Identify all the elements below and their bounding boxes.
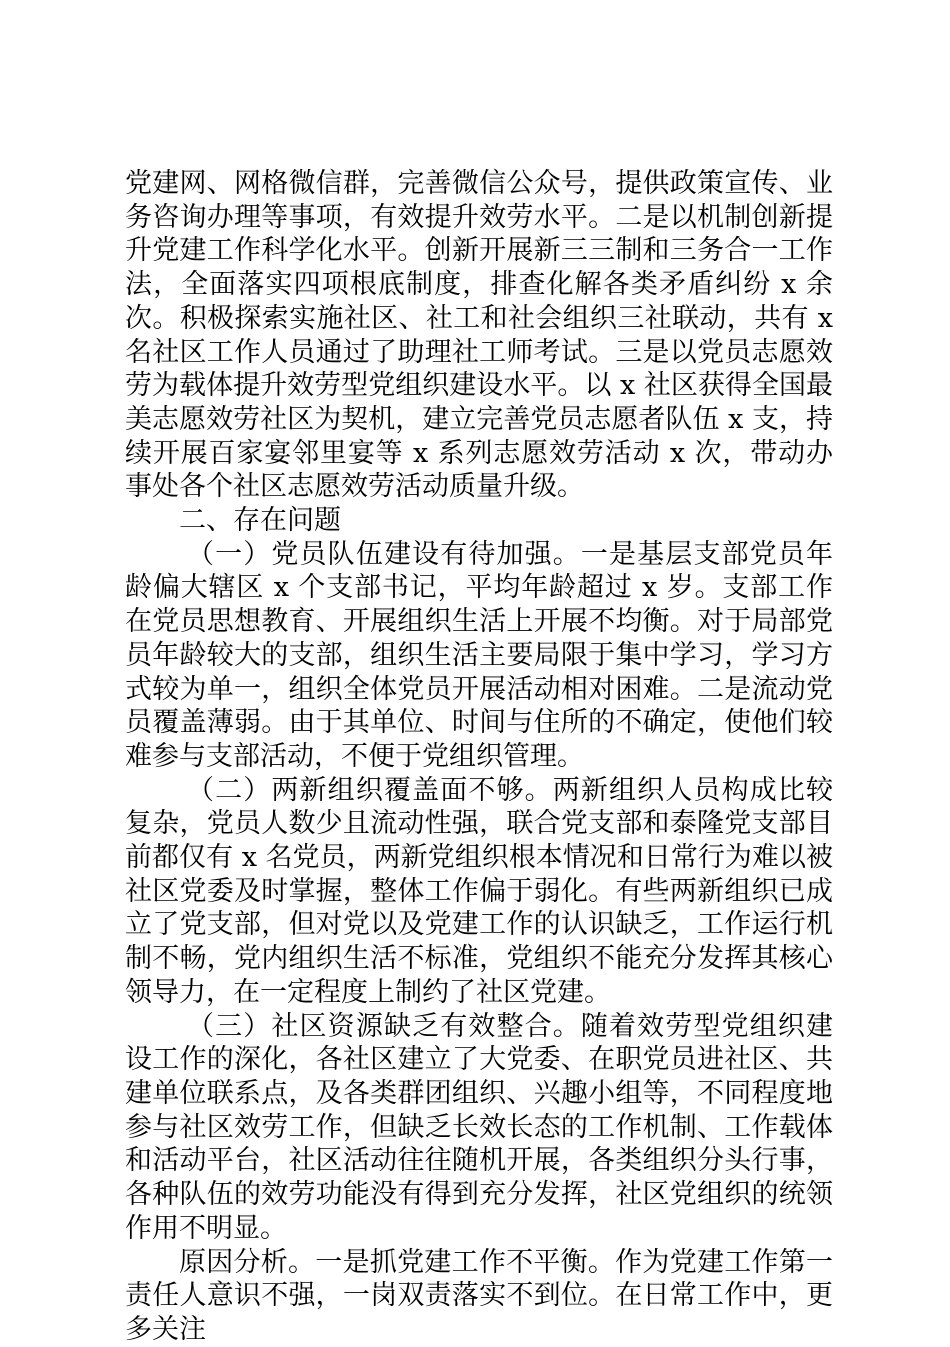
paragraph-cause-analysis: 原因分析。一是抓党建工作不平衡。作为党建工作第一责任人意识不强，一岗双责落实不到位。在日常工作中，更多关注 — [125, 1246, 833, 1345]
paragraph-continuation: 党建网、网格微信群，完善微信公众号，提供政策宣传、业务咨询办理等事项，有效提升效劳水平。二是以机制创新提升党建工作科学化水平。创新开展新三三制和三务合一工作法，全面落实四项根底制度，排查化解各类矛盾纠纷 x 余次。积极探索实施社区、社工和社会组织三社联动，共有 x 名社区工作人员通过了助理社工师考试。三是以党员志愿效劳为载体提升效劳型党组织建设水平。以 x 社区获得全国最美志愿效劳社区为契机，建立完善党员志愿者队伍 x 支，持续开展百家宴邻里宴等 x 系列志愿效劳活动 x 次，带动办事处各个社区志愿效劳活动质量升级。 — [125, 168, 833, 503]
document-body — [125, 167, 833, 1347]
section-heading: 二、存在问题 — [179, 505, 341, 537]
paragraph-issue-2: （二）两新组织覆盖面不够。两新组织人员构成比较复杂，党员人数少且流动性强，联合党支部和泰隆党支部目前都仅有 x 名党员，两新党组织根本情况和日常行为难以被社区党委及时掌握，整体工作偏于弱化。有些两新组织已成立了党支部，但对党以及党建工作的认识缺乏，工作运行机制不畅，党内组织生活不标准，党组织不能充分发挥其核心领导力，在一定程度上制约了社区党建。 — [125, 774, 833, 1008]
paragraph-issue-1: （一）党员队伍建设有待加强。一是基层支部党员年龄偏大辖区 x 个支部书记，平均年龄超过 x 岁。支部工作在党员思想教育、开展组织生活上开展不均衡。对于局部党员年龄较大的支部，组织生活主要局限于集中学习，学习方式较为单一，组织全体党员开展活动相对困难。二是流动党员覆盖薄弱。由于其单位、时间与住所的不确定，使他们较难参与支部活动，不便于党组织管理。 — [125, 538, 833, 772]
paragraph-issue-3: （三）社区资源缺乏有效整合。随着效劳型党组织建设工作的深化，各社区建立了大党委、在职党员进社区、共建单位联系点，及各类群团组织、兴趣小组等，不同程度地参与社区效劳工作，但缺乏长效长态的工作机制、工作载体和活动平台，社区活动往往随机开展，各类组织分头行事，各种队伍的效劳功能没有得到充分发挥，社区党组织的统领作用不明显。 — [125, 1010, 833, 1244]
